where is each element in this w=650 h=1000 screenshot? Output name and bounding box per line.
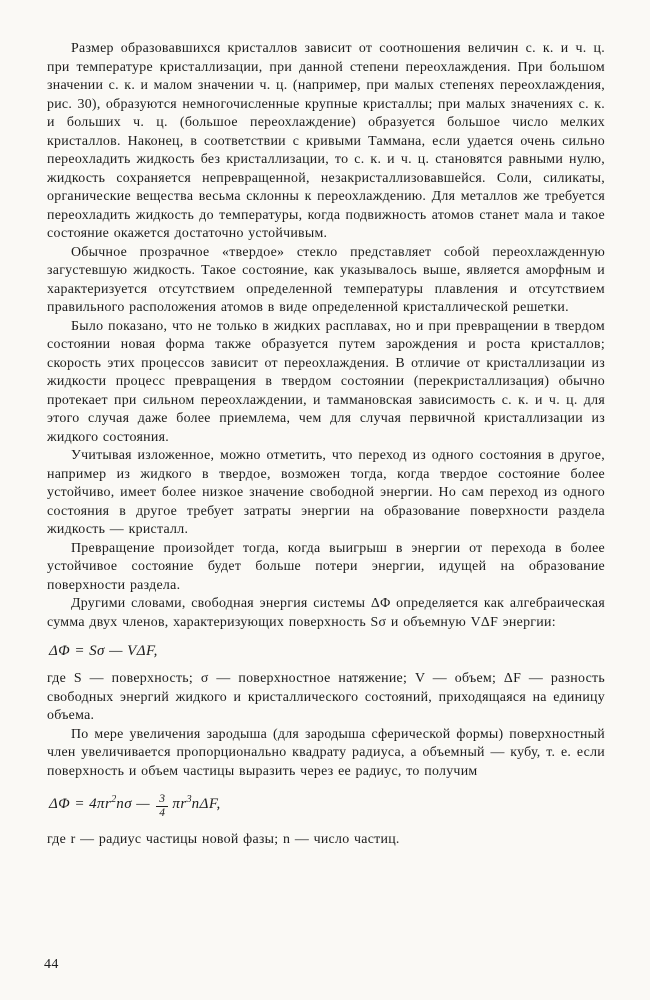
formula-free-energy-text: ΔΦ = Sσ — VΔF,: [49, 643, 158, 659]
page-text-block: [47, 40, 605, 850]
exponent-squared: 2: [111, 793, 117, 805]
paragraph-transformation-condition: Превращение произойдет тогда, когда выигрыш в энергии от перехода в более устойчивое состояние будет больше потери энергии, идущей на образование поверхности раздела.: [47, 540, 605, 593]
page-number: 44: [44, 957, 59, 972]
fraction-numerator: 3: [156, 793, 168, 807]
exponent-cubed: 3: [186, 793, 192, 805]
paragraph-symbols-definition: где S — поверхность; σ — поверхностное натяжение; V — объем; ΔF — разность свободных энергий жидкого и кристаллического состояний, приходящаяся на единицу объема.: [47, 671, 605, 723]
paragraph-glass-amorphous: Обычное прозрачное «твердое» стекло представляет собой переохлажденную загустевшую жидкость. Такое состояние, как указывалось выше, является аморфным и характеризуется отсутствием определенной температуры плавления и отсутствием правильного расположения атомов в виде определенной кристаллической решетки.: [47, 244, 605, 315]
fraction-three-fourths: [156, 793, 168, 820]
formula-nucleus-energy: [49, 793, 605, 820]
formula-nucleus-mid2: πr: [172, 795, 187, 812]
formula-nucleus-mid: nσ —: [116, 795, 155, 812]
formula-nucleus-lhs: ΔΦ = 4πr: [49, 795, 112, 812]
formula-free-energy: [49, 641, 605, 661]
paragraph-transition-energy: Учитывая изложенное, можно отметить, что переход из одного состояния в другое, например из жидкого в твердое, возможен тогда, когда твердое состояние более устойчиво, имеет более низкое значение свободной энергии. Но сам переход из одного состояния в другое требует затраты энергии на образование поверхности раздела жидкость — кристалл.: [47, 448, 605, 537]
formula-nucleus-rhs: nΔF,: [191, 795, 221, 812]
paragraph-r-n-definition: где r — радиус частицы новой фазы; n — число частиц.: [47, 832, 400, 848]
paragraph-solid-state-transformation: Было показано, что не только в жидких расплавах, но и при превращении в твердом состоянии новая форма также образуется путем зарождения и роста кристаллов; скорость этих процессов зависит от переохлаждения. В отличие от кристаллизации из жидкости процесс превращения в твердом состоянии (перекристаллизация) обычно протекает при сильном переохлаждении, и таммановская зависимость с. к. и ч. ц. для этого случая даже более приемлема, чем для случая первичной кристаллизации из жидкого состояния.: [47, 318, 605, 445]
fraction-denominator: 4: [159, 807, 166, 820]
paragraph-crystal-size: Размер образовавшихся кристаллов зависит от соотношения величин с. к. и ч. ц. при температуре кристаллизации, при данной степени переохлаждения. При большом значении с. к. и малом значении ч. ц. (например, при малых степенях переохлаждения, рис. 30), образуются немногочисленные крупные кристаллы; при малых значениях с. к. и больших ч. ц. (большое переохлаждение) образуется большое число мелких кристаллов. Наконец, в соответствии с кривыми Таммана, если удается очень сильно переохладить жидкость без кристаллизации, то с. к. и ч. ц. становятся равными нулю, жидкость сохраняется непревращенной, незакристаллизовавшейся. Соли, силикаты, органические вещества весьма склонны к переохлаждению. Для металлов же требуется переохладить жидкость до температуры, когда подвижность атомов станет мала и такое состояние окажется достаточно устойчивым.: [47, 41, 605, 241]
paragraph-nucleus-growth: По мере увеличения зародыша (для зародыша сферической формы) поверхностный член увеличивается пропорционально квадрату радиуса, а объемный — кубу, т. е. если поверхность и объем частицы выразить через ее радиус, то получим: [47, 726, 605, 779]
paragraph-free-energy-definition: Другими словами, свободная энергия системы ΔΦ определяется как алгебраическая сумма двух членов, характеризующих поверхность Sσ и объемную VΔF энергии:: [47, 596, 605, 630]
